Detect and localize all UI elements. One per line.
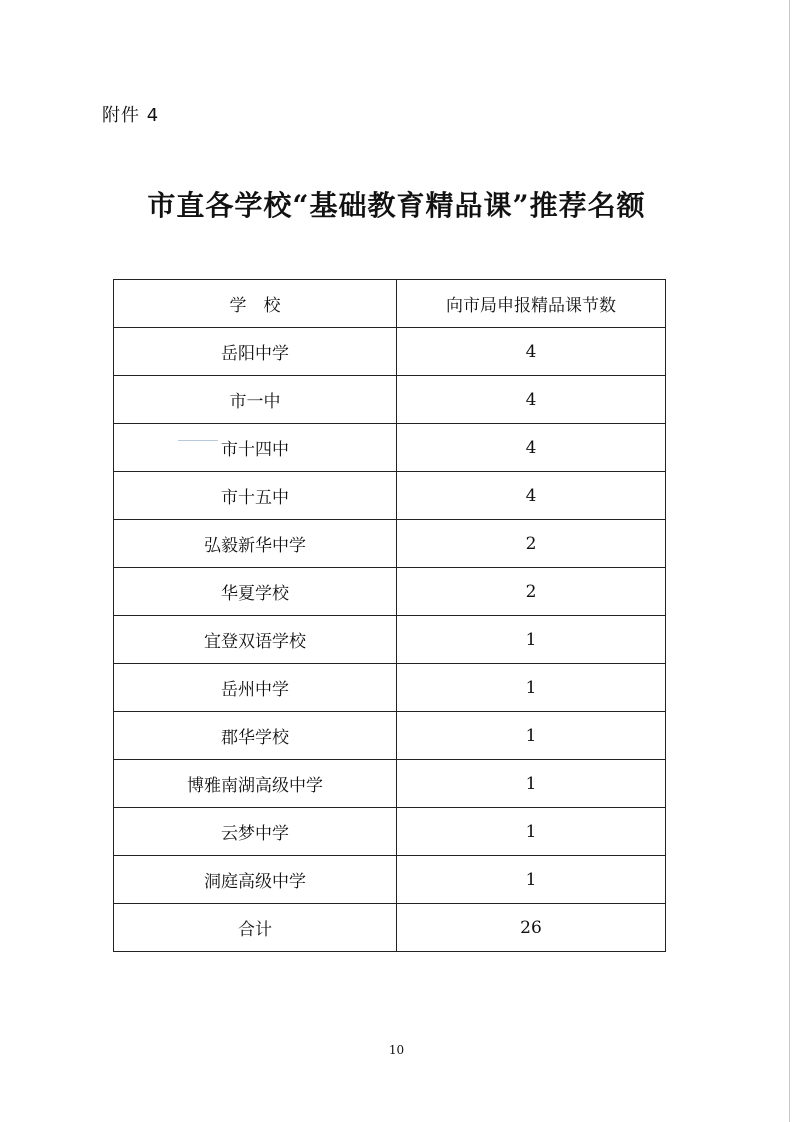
table-row (114, 808, 666, 856)
header-school: 学 校 (114, 280, 397, 328)
course-count: 2 (397, 568, 666, 616)
course-count: 4 (397, 328, 666, 376)
table-row (114, 520, 666, 568)
table-row (114, 328, 666, 376)
table-row (114, 712, 666, 760)
school-name: 岳阳中学 (114, 328, 397, 376)
school-name: 郡华学校 (114, 712, 397, 760)
table-row (114, 472, 666, 520)
school-name: 华夏学校 (114, 568, 397, 616)
school-name: 市一中 (114, 376, 397, 424)
school-name: 宜登双语学校 (114, 616, 397, 664)
table-row (114, 760, 666, 808)
school-name: 市十五中 (114, 472, 397, 520)
school-name: 市十四中 (114, 424, 397, 472)
school-name: 洞庭高级中学 (114, 856, 397, 904)
course-count: 1 (397, 808, 666, 856)
attachment-label: 附件 4 (102, 105, 160, 126)
course-count: 4 (397, 472, 666, 520)
scan-edge-line (789, 0, 790, 1122)
page-number: 10 (388, 1043, 405, 1057)
table-row (114, 664, 666, 712)
total-label: 合计 (114, 904, 397, 952)
header-count: 向市局申报精品课节数 (397, 280, 666, 328)
course-count: 4 (397, 424, 666, 472)
school-name: 岳州中学 (114, 664, 397, 712)
table-header-row (114, 280, 666, 328)
page-title: 市直各学校“基础教育精品课”推荐名额 (147, 189, 646, 222)
table-row (114, 856, 666, 904)
table-row (114, 616, 666, 664)
table-row (114, 424, 666, 472)
table-row (114, 568, 666, 616)
school-name: 弘毅新华中学 (114, 520, 397, 568)
table-total-row (114, 904, 666, 952)
course-count: 1 (397, 664, 666, 712)
quota-table (113, 279, 666, 952)
total-count: 26 (397, 904, 666, 952)
course-count: 1 (397, 856, 666, 904)
course-count: 1 (397, 616, 666, 664)
course-count: 4 (397, 376, 666, 424)
school-name: 云梦中学 (114, 808, 397, 856)
school-name: 博雅南湖高级中学 (114, 760, 397, 808)
course-count: 2 (397, 520, 666, 568)
course-count: 1 (397, 712, 666, 760)
table-row (114, 376, 666, 424)
course-count: 1 (397, 760, 666, 808)
